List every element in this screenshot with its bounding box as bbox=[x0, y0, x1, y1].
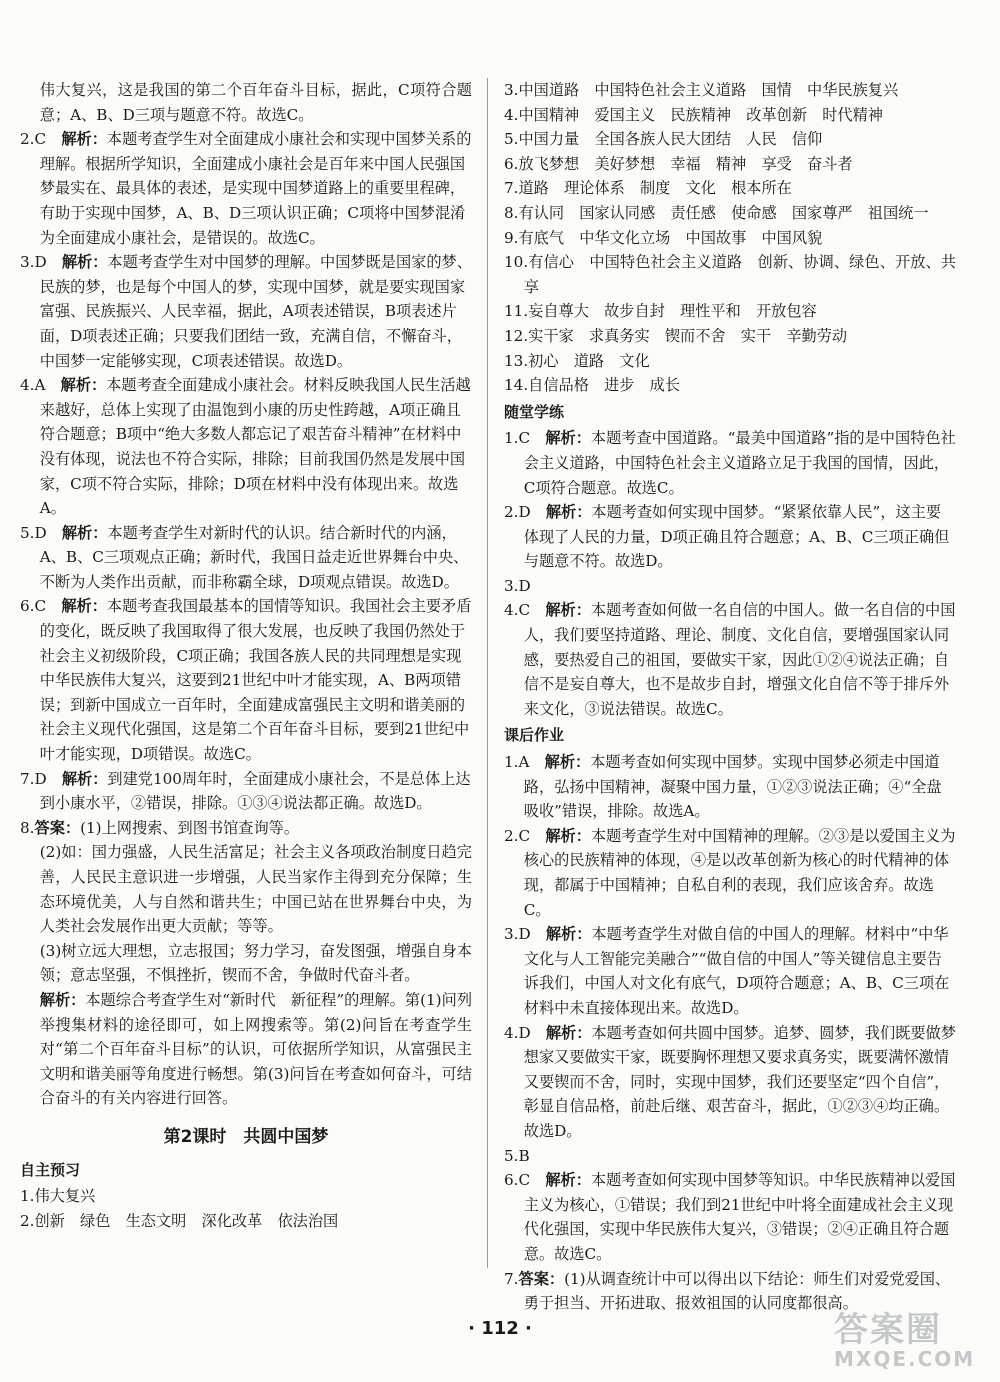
analysis-label: 解析： bbox=[60, 376, 107, 395]
answer-number: 7.D bbox=[20, 769, 47, 788]
answer-part-3: (3)树立远大理想，立志报国；努力学习，奋发图强，增强自身本领；意志坚强，不惧挫折，锲而不舍，争做时代奋斗者。 bbox=[39, 941, 472, 985]
watermark-line-1: 答案圈 bbox=[834, 1310, 942, 1350]
answer-text: 本题考查全面建成小康社会。材料反映我国人民生活越来越好，总体上实现了由温饱到小康的历史性跨越，A项正确且符合题意；B项中“绝大多数人都忘记了艰苦奋斗精神”在材料中没有体现，说法也不符合实际，排除；目前我国仍然是发展中国家，C项不符合实际，排除；D项在材料中没有体现出来。故选A。 bbox=[39, 376, 471, 518]
section-title-homework: 课后作业 bbox=[504, 726, 565, 745]
analysis-label: 解析： bbox=[39, 990, 86, 1009]
column-divider bbox=[487, 78, 488, 1268]
preview-item-10: 10.有信心 中国特色社会主义道路 创新、协调、绿色、开放、共享 bbox=[504, 253, 956, 296]
analysis-label: 解析： bbox=[545, 1171, 591, 1190]
answer-item-7 bbox=[20, 767, 472, 816]
preview-item-7: 7.道路 理论体系 制度 文化 根本所在 bbox=[504, 179, 792, 198]
answer-number: 2.C bbox=[20, 130, 47, 149]
answer-number: 5.D bbox=[20, 523, 47, 542]
preview-item-6: 6.放飞梦想 美好梦想 幸福 精神 享受 奋斗者 bbox=[504, 154, 853, 173]
answer-number: 1.A bbox=[504, 753, 530, 772]
analysis-label: 解析： bbox=[61, 597, 107, 616]
answer-item-3 bbox=[20, 250, 472, 373]
analysis-label: 解析： bbox=[545, 503, 592, 522]
analysis-label: 解析： bbox=[545, 826, 591, 845]
site-watermark-logo bbox=[834, 1302, 984, 1372]
answer-text: 本题考查学生对中国梦的理解。中国梦既是国家的梦、民族的梦，也是每个中国人的梦，实现中国梦，就是要实现国家富强、民族振兴、人民幸福，据此，A项表述错误，B项表述片面，D项表述正确；只要我们团结一致，充满自信，不懈奋斗，中国梦一定能够实现，C项表述错误。故选D。 bbox=[39, 253, 472, 370]
answer-number: 2.C bbox=[504, 826, 531, 845]
answer-text: 本题考查学生对做自信的中国人的理解。材料中“中华文化与人工智能完美融合”“做自信的中国人”等关键信息主要告诉我们，中国人对文化有底气，D项符合题意；A、B、C三项在材料中未直接体现出来。故选D。 bbox=[523, 925, 950, 1017]
analysis-label: 解析： bbox=[545, 601, 591, 620]
preview-item-9: 9.有底气 中华文化立场 中国故事 中国风貌 bbox=[504, 228, 823, 247]
answer-text: 本题考查学生对新时代的认识。结合新时代的内涵，A、B、C三项观点正确；新时代，我国日益走近世界舞台中央、不断为人类作出贡献，而非称霸全球，D项观点错误。故选D。 bbox=[39, 523, 469, 591]
analysis-label: 解析： bbox=[545, 1023, 592, 1042]
answer-label: 答案： bbox=[34, 818, 81, 837]
answer-number: 5.B bbox=[504, 1146, 530, 1165]
practice-item-4 bbox=[504, 598, 956, 721]
answer-part-1: (1)上网搜索、到图书馆查询等。 bbox=[80, 818, 300, 837]
practice-item-1 bbox=[504, 426, 956, 500]
preview-item-2: 2.创新 绿色 生态文明 深化改革 依法治国 bbox=[20, 1211, 339, 1230]
answer-text: 本题考查如何实现中国梦。实现中国梦必须走中国道路，弘扬中国精神，凝聚中国力量，①②③说法正确；④“全盘吸收”错误，排除。故选A。 bbox=[523, 753, 942, 821]
answer-label: 答案： bbox=[518, 1269, 565, 1288]
answer-text: 本题考查如何实现中国梦等知识。中华民族精神以爱国主义为核心，①错误；我们到21世纪中叶将全面建成社会主义现代化强国，实现中华民族伟大复兴，③错误；②④正确且符合题意。故选C。 bbox=[523, 1171, 956, 1263]
answer-number: 6.C bbox=[20, 597, 47, 616]
answer-number: 3.D bbox=[504, 576, 531, 595]
analysis-label: 解析： bbox=[545, 925, 592, 944]
answer-text: 本题考查学生对中国精神的理解。②③是以爱国主义为核心的民族精神的体现，④是以改革创新为核心的时代精神的体现，都属于中国精神；自私自利的表现，我们应该舍弃。故选C。 bbox=[523, 826, 956, 919]
analysis-label: 解析： bbox=[544, 753, 591, 772]
section-title-preview: 自主预习 bbox=[20, 1160, 81, 1179]
homework-item-6 bbox=[504, 1168, 956, 1266]
preview-item-11: 11.妄自尊大 故步自封 理性平和 开放包容 bbox=[504, 302, 817, 321]
analysis-label: 解析： bbox=[61, 253, 108, 272]
answer-number: 4.D bbox=[504, 1023, 531, 1042]
analysis-label: 解析： bbox=[61, 130, 107, 149]
preview-item-13: 13.初心 道路 文化 bbox=[504, 351, 650, 370]
preview-item-12: 12.实干家 求真务实 锲而不舍 实干 辛勤劳动 bbox=[504, 326, 848, 345]
analysis-text: 本题综合考查学生对“新时代 新征程”的理解。第(1)问列举搜集材料的途径即可，如上网搜索等。第(2)问旨在考查学生对“第二个百年奋斗目标”的认识，可依据所学知识，从富强民主文明和谐美丽等角度进行畅想。第(3)问旨在考查如何奋斗，可结合奋斗的有关内容进行回答。 bbox=[39, 990, 473, 1108]
analysis-label: 解析： bbox=[545, 429, 591, 448]
answer-item-2 bbox=[20, 127, 472, 250]
answer-part-2: (2)如：国力强盛，人民生活富足；社会主义各项政治制度日趋完善，人民民主意识进一步增强，人民当家作主得到充分保障；生态环境优美，人与自然和谐共生；中国已站在世界舞台中央，为人类社会发展作出更大贡献；等等。 bbox=[39, 843, 472, 936]
answer-number: 7. bbox=[504, 1269, 519, 1288]
preview-item-14: 14.自信品格 进步 成长 bbox=[504, 376, 681, 395]
lesson-title: 第2课时 共圆中国梦 bbox=[163, 1126, 329, 1147]
answer-item-4 bbox=[20, 373, 472, 521]
analysis-label: 解析： bbox=[61, 769, 108, 788]
answer-text: 本题考查如何实现中国梦。“紧紧依靠人民”，这主要体现了人民的力量，D项正确且符合题意；A、B、C三项正确但与题意不符。故选D。 bbox=[523, 503, 950, 571]
answer-item-8 bbox=[20, 816, 472, 841]
left-column bbox=[20, 78, 472, 1233]
answer-number: 1.C bbox=[504, 429, 531, 448]
right-column bbox=[504, 78, 956, 1316]
page-number: · 112 · bbox=[468, 1318, 532, 1339]
homework-item-4 bbox=[504, 1021, 956, 1144]
answer-number: 3.D bbox=[504, 925, 531, 944]
answer-text: (1)从调查统计中可以得出以下结论：师生们对爱党爱国、勇于担当、开拓进取、报效祖国的认同度都很高。 bbox=[523, 1269, 951, 1313]
homework-item-1 bbox=[504, 750, 956, 824]
practice-item-2 bbox=[504, 500, 956, 574]
answer-text: 本题考查学生对全面建成小康社会和实现中国梦关系的理解。根据所学知识，全面建成小康社会是百年来中国人民强国梦最实在、最具体的表述，是实现中国梦道路上的重要里程碑，有助于实现中国梦，A、B、D三项认识正确；C项将中国梦混淆为全面建成小康社会，是错误的。故选C。 bbox=[39, 130, 472, 247]
answer-number: 2.D bbox=[504, 503, 531, 522]
answer-number: 6.C bbox=[504, 1171, 531, 1190]
analysis-label: 解析： bbox=[61, 523, 108, 542]
practice-item-3 bbox=[504, 574, 956, 599]
answer-item-6 bbox=[20, 594, 472, 766]
preview-item-1: 1.伟大复兴 bbox=[20, 1187, 96, 1206]
answer-8-analysis bbox=[20, 988, 472, 1111]
answer-item-5 bbox=[20, 521, 472, 595]
answer-text: 本题考查中国道路。“最美中国道路”指的是中国特色社会主义道路，中国特色社会主义道路立足于我国的国情，因此，C项符合题意。故选C。 bbox=[523, 429, 956, 497]
answer-text: 本题考查我国最基本的国情等知识。我国社会主要矛盾的变化，既反映了我国取得了很大发展，也反映了我国仍然处于社会主义初级阶段，C项正确；我国各族人民的共同理想是实现中华民族伟大复兴，这要到21世纪中叶才能实现，A、B两项错误；到新中国成立一百年时，全面建成富强民主文明和谐美丽的社会主义现代化强国，这是第二个百年奋斗目标，要到21世纪中叶才能实现，D项错误。故选C。 bbox=[39, 597, 472, 764]
preview-item-5: 5.中国力量 全国各族人民大团结 人民 信仰 bbox=[504, 130, 823, 149]
preview-item-8: 8.有认同 国家认同感 责任感 使命感 国家尊严 祖国统一 bbox=[504, 203, 929, 222]
watermark-line-2: MXQE.COM bbox=[834, 1347, 976, 1371]
preview-item-3: 3.中国道路 中国特色社会主义道路 国情 中华民族复兴 bbox=[504, 81, 899, 99]
answer-text: 本题考查如何共圆中国梦。追梦、圆梦，我们既要做梦想家又要做实干家，既要胸怀理想又要求真务实，既要满怀激情又要锲而不舍，同时，实现中国梦，我们还要坚定“四个自信”，彰显自信品格，前赴后继、艰苦奋斗，据此，①②③④均正确。故选D。 bbox=[523, 1023, 956, 1140]
preview-item-4: 4.中国精神 爱国主义 民族精神 改革创新 时代精神 bbox=[504, 105, 883, 124]
section-title-practice: 随堂学练 bbox=[504, 402, 565, 421]
answer-number: 4.C bbox=[504, 601, 531, 620]
answer-number: 3.D bbox=[20, 253, 47, 272]
answer-number: 8. bbox=[20, 818, 35, 837]
continued-answer: 伟大复兴，这是我国的第二个百年奋斗目标，据此，C项符合题意；A、B、D三项与题意不符。故选C。 bbox=[39, 81, 472, 124]
answer-text: 本题考查如何做一名自信的中国人。做一名自信的中国人，我们要坚持道路、理论、制度、文化自信，要增强国家认同感，要热爱自己的祖国，要做实干家，因此①②④说法正确；自信不是妄自尊大，也不是故步自封，增强文化自信不等于排斥外来文化，③说法错误。故选C。 bbox=[523, 601, 956, 718]
homework-item-5 bbox=[504, 1144, 956, 1169]
page-number-value: 112 bbox=[481, 1318, 519, 1339]
answer-number: 4.A bbox=[20, 376, 46, 395]
answer-text: 到建党100周年时，全面建成小康社会，不是总体上达到小康水平，②错误，排除。①③④说法都正确。故选D。 bbox=[39, 769, 471, 813]
homework-item-3 bbox=[504, 922, 956, 1020]
homework-item-2 bbox=[504, 824, 956, 922]
